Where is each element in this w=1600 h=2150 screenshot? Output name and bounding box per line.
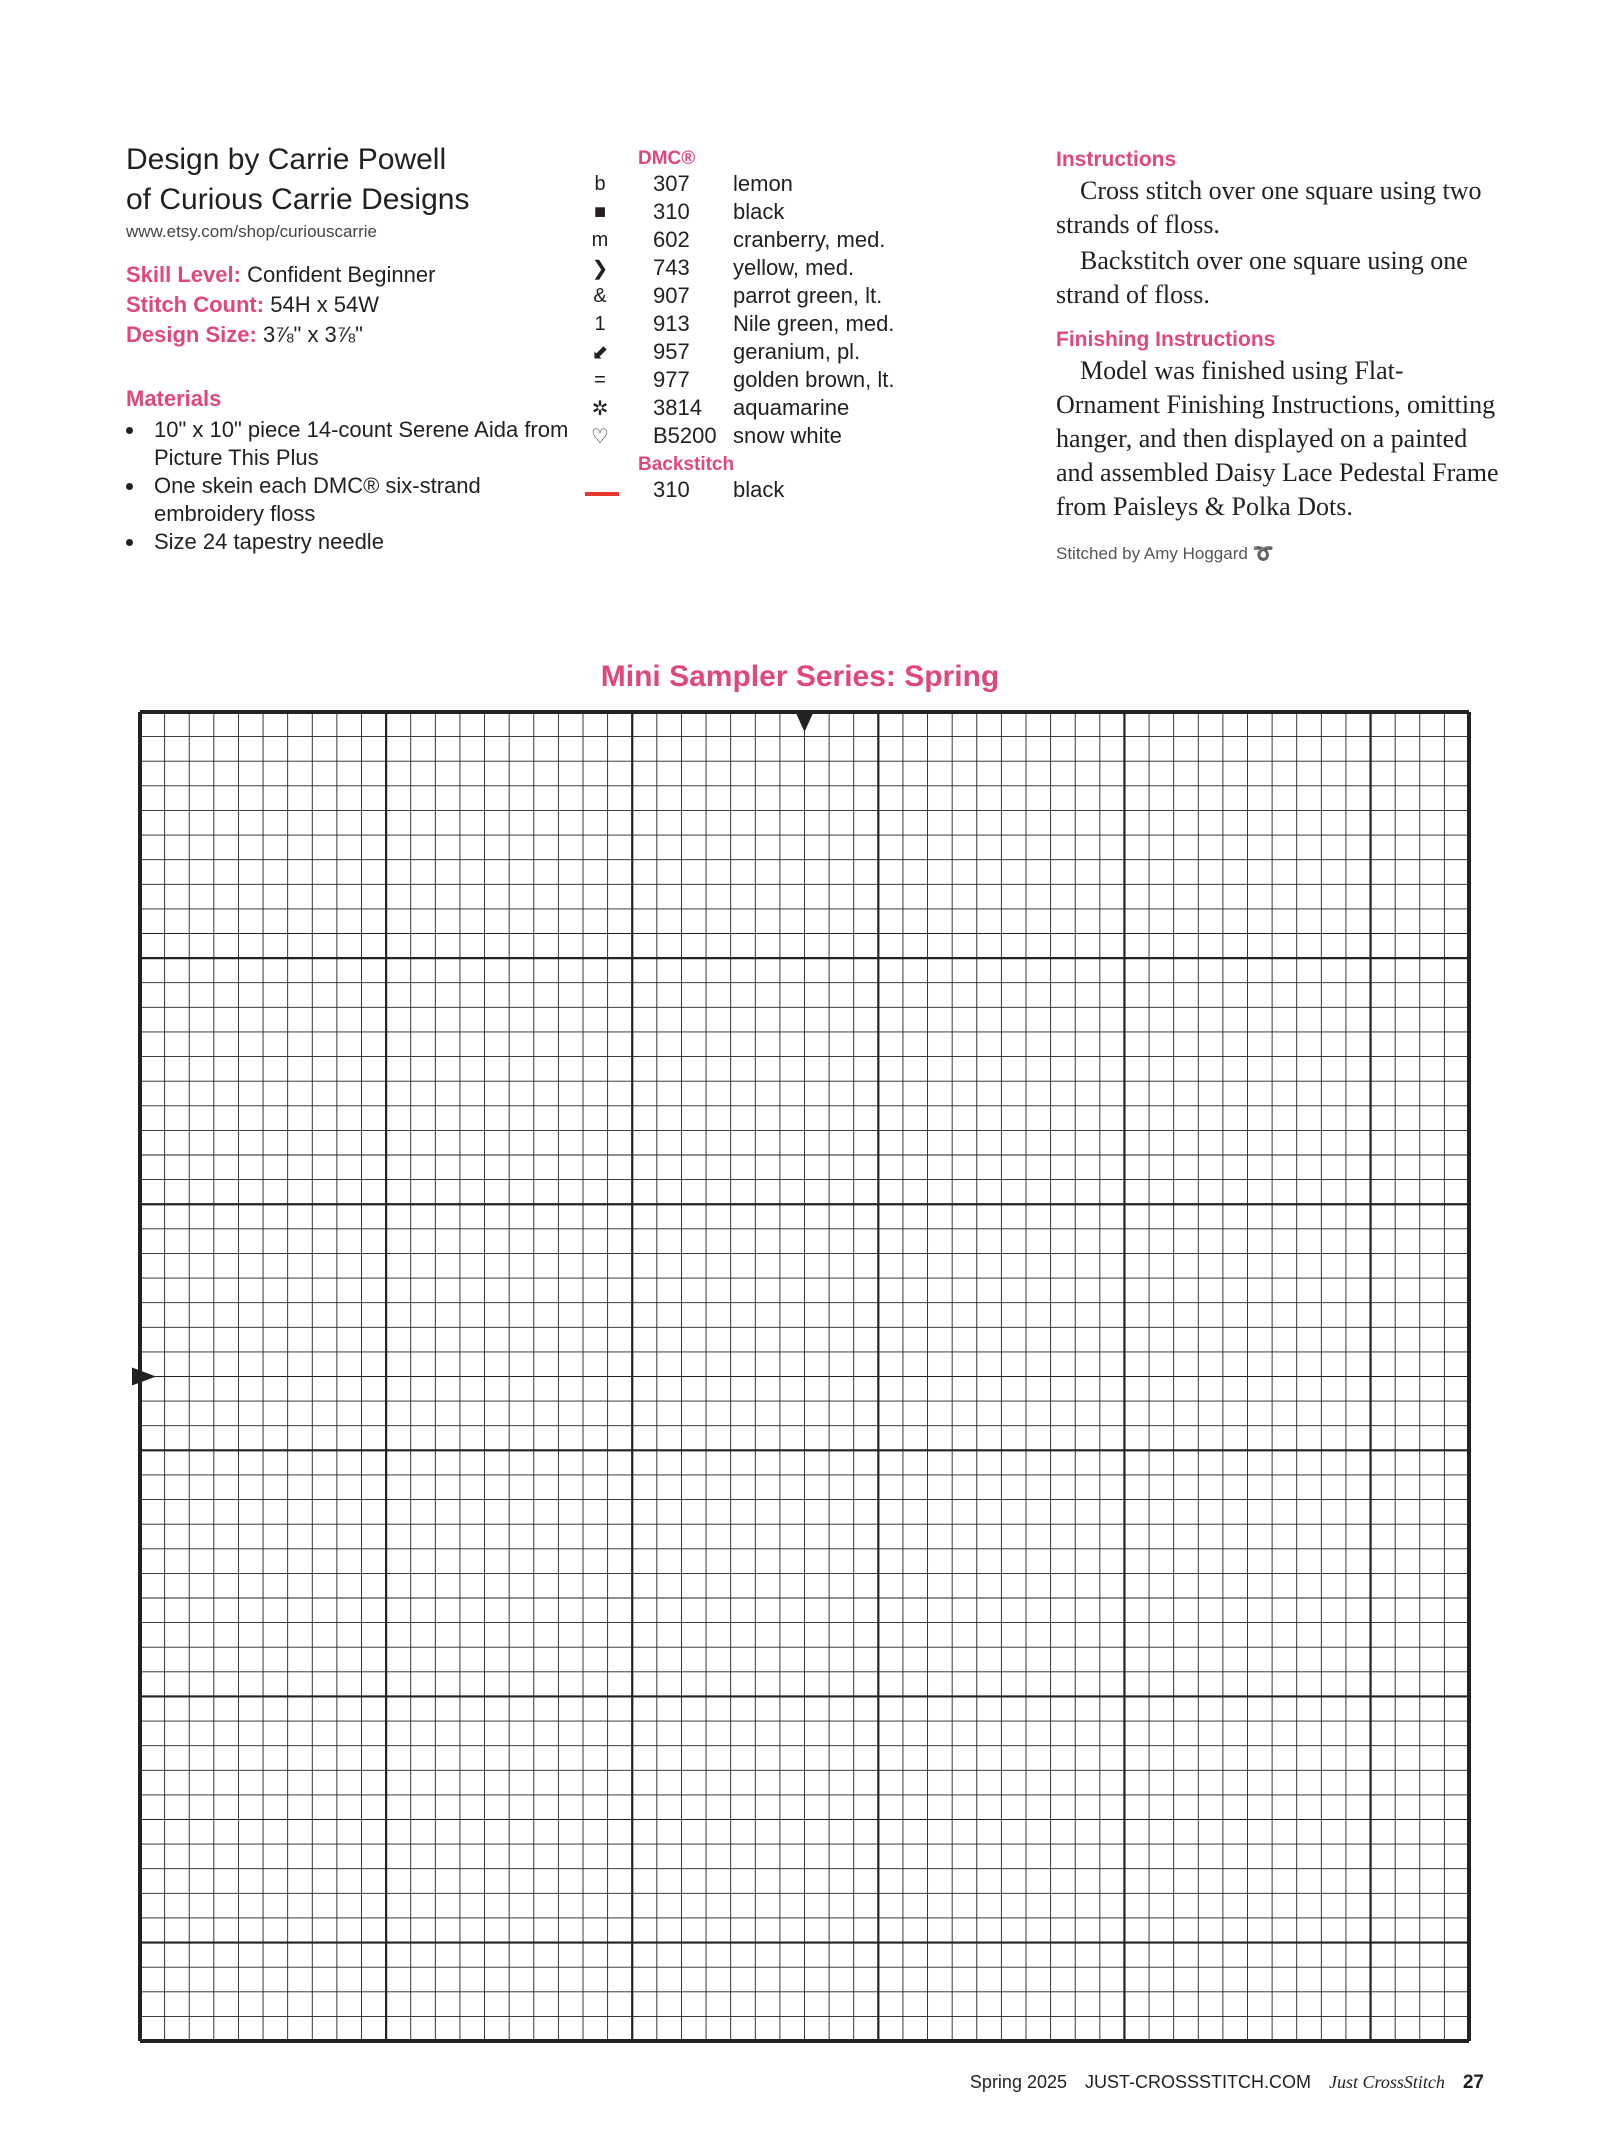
footer-issue: Spring 2025 <box>969 2072 1067 2092</box>
key-row <box>585 254 925 282</box>
key-name: parrot green, lt. <box>733 283 883 308</box>
key-code: B5200 <box>653 423 717 448</box>
instructions-cross-stitch: Cross stitch over one square using two strands of floss. <box>1056 176 1482 239</box>
key-name: Nile green, med. <box>733 311 895 336</box>
key-row <box>585 170 925 198</box>
key-name: yellow, med. <box>733 255 855 280</box>
key-row <box>585 310 925 338</box>
backstitch-heading: Backstitch <box>638 454 735 475</box>
stitched-by-text: Stitched by Amy Hoggard <box>1056 544 1248 563</box>
backstitch-name: black <box>733 477 785 502</box>
key-code: 310 <box>653 199 690 224</box>
key-name: geranium, pl. <box>733 339 861 364</box>
key-symbol-icon: = <box>594 368 606 391</box>
stitch-count-value: 54H x 54W <box>270 292 380 317</box>
key-row <box>585 282 925 310</box>
key-row <box>585 226 925 254</box>
stitch-chart <box>132 704 1477 2049</box>
key-code: 957 <box>653 339 690 364</box>
key-name: golden brown, lt. <box>733 367 895 392</box>
key-row <box>585 422 925 450</box>
key-name: snow white <box>733 423 842 448</box>
key-code: 602 <box>653 227 690 252</box>
instructions <box>1056 148 1506 564</box>
stitched-by <box>1056 544 1506 564</box>
stitch-count-label: Stitch Count: <box>126 292 265 317</box>
key-symbol-icon: & <box>593 284 607 307</box>
key-heading: DMC® <box>638 148 696 169</box>
backstitch-code: 310 <box>653 477 690 502</box>
key-row <box>585 338 925 366</box>
key-symbol-icon: ⬋ <box>591 341 609 364</box>
design-size-value: 3⅞" x 3⅞" <box>262 322 363 347</box>
key-code: 913 <box>653 311 690 336</box>
key-rows <box>585 170 925 450</box>
key-name: aquamarine <box>733 395 850 420</box>
key-symbol-icon: ■ <box>593 200 607 223</box>
designer-company: of Curious Carrie Designs <box>126 183 470 216</box>
center-arrow-top-icon <box>796 712 814 732</box>
stitch-count <box>126 290 596 320</box>
key-symbol-icon: ❯ <box>591 257 609 280</box>
key-symbol-icon: 1 <box>594 312 606 335</box>
materials-item: • 10" x 10" piece 14-count Serene Aida from Picture This Plus <box>146 416 596 472</box>
footer-site[interactable]: JUST-CROSSSTITCH.COM <box>1085 2072 1312 2092</box>
footer-magazine: Just CrossStitch <box>1329 2072 1445 2092</box>
designer-url[interactable]: www.etsy.com/shop/curiouscarrie <box>126 222 377 241</box>
instructions-backstitch: Backstitch over one square using one strand of floss. <box>1056 246 1468 309</box>
designer-name: Design by Carrie Powell <box>126 143 447 176</box>
key-code: 907 <box>653 283 690 308</box>
chart-grid <box>132 704 1477 2049</box>
finishing-text: Model was finished using Flat-Ornament Finishing Instructions, omitting hanger, and then displayed on a painted and assembled Daisy Lace Pedestal Frame from Paisleys & Polka Dots. <box>1056 356 1499 521</box>
design-size <box>126 320 596 350</box>
chart-title: Mini Sampler Series: Spring <box>600 660 1000 693</box>
center-arrow-left-icon <box>132 1368 156 1386</box>
backstitch-line-icon <box>585 479 615 502</box>
key-symbol-icon: b <box>594 172 606 195</box>
materials-list <box>126 416 596 556</box>
key-row <box>585 366 925 394</box>
color-key <box>585 148 925 504</box>
backstitch-row <box>585 476 925 504</box>
key-name: lemon <box>733 171 793 196</box>
materials-heading: Materials <box>126 386 222 411</box>
materials-item: • Size 24 tapestry needle <box>146 528 596 556</box>
design-info <box>126 140 596 556</box>
page-footer <box>970 2072 1484 2094</box>
swirl-logo-icon: ➰ <box>1252 544 1274 563</box>
key-symbol-icon: m <box>591 228 609 251</box>
skill-level-value: Confident Beginner <box>247 262 436 287</box>
finishing-heading: Finishing Instructions <box>1056 328 1276 351</box>
key-name: cranberry, med. <box>733 227 886 252</box>
page-number: 27 <box>1462 2072 1484 2093</box>
key-symbol-icon: ♡ <box>591 425 609 448</box>
materials-item: • One skein each DMC® six-strand embroidery floss <box>146 472 596 528</box>
key-row <box>585 198 925 226</box>
key-code: 743 <box>653 255 690 280</box>
key-name: black <box>733 199 785 224</box>
key-code: 3814 <box>653 395 702 420</box>
key-code: 977 <box>653 367 690 392</box>
key-symbol-icon: ✲ <box>591 397 609 420</box>
key-row <box>585 394 925 422</box>
skill-level-label: Skill Level: <box>126 262 241 287</box>
instructions-heading: Instructions <box>1056 148 1177 171</box>
design-size-label: Design Size: <box>126 322 257 347</box>
skill-level <box>126 260 596 290</box>
key-code: 307 <box>653 171 690 196</box>
